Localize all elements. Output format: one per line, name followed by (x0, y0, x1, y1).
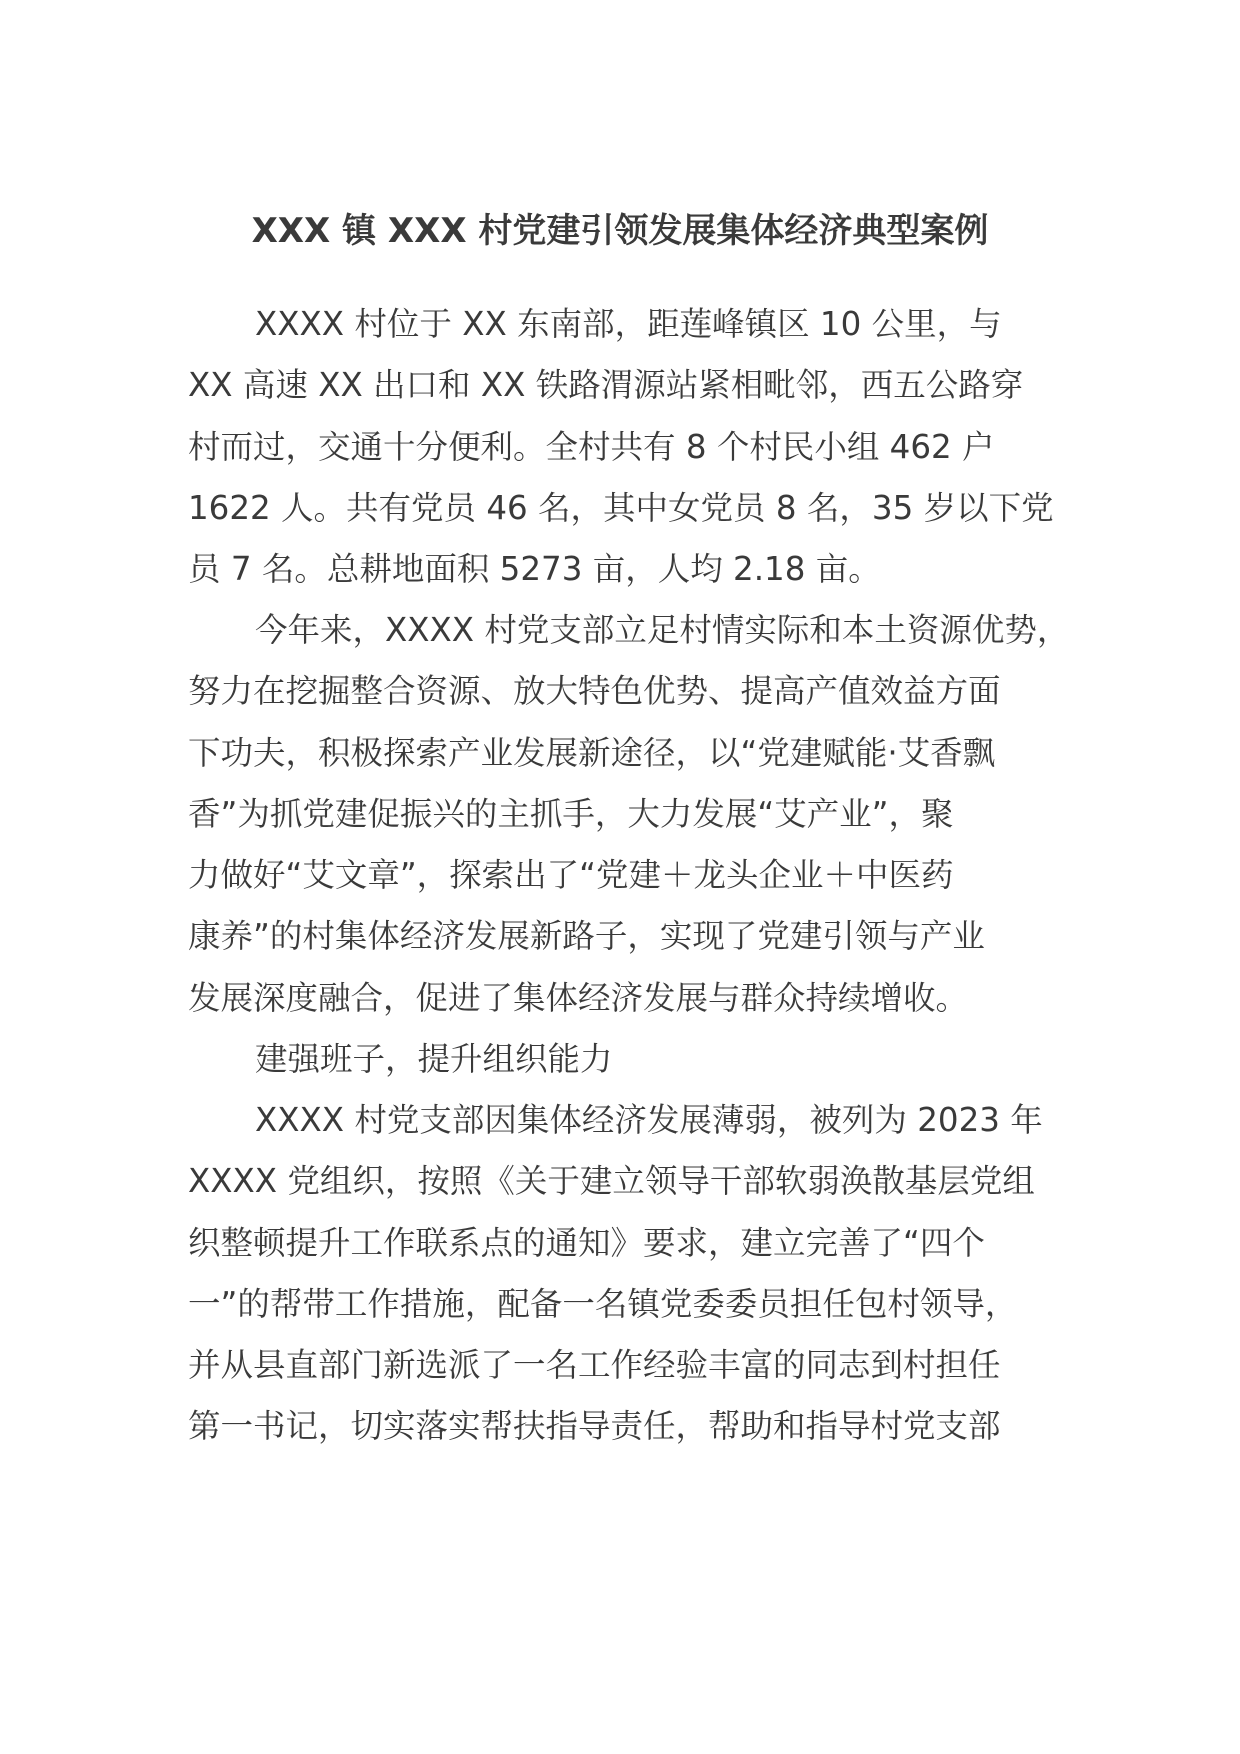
paragraph-1-line-4: 1622 人。共有党员 46 名，其中女党员 8 名，35 岁以下党 (188, 489, 1054, 527)
paragraph-1-line-5: 员 7 名。总耕地面积 5273 亩，人均 2.18 亩。 (188, 550, 881, 588)
paragraph-1-line-2: XX 高速 XX 出口和 XX 铁路渭源站紧相毗邻，西五公路穿 (188, 366, 1024, 404)
paragraph-2-line-4: 香”为抓党建促振兴的主抓手，大力发展“艾产业”，聚 (188, 795, 954, 833)
section-heading: 建强班子，提升组织能力 (255, 1040, 613, 1078)
paragraph-2-line-6: 康养”的村集体经济发展新路子，实现了党建引领与产业 (188, 917, 985, 955)
paragraph-1-line-1: XXXX 村位于 XX 东南部，距莲峰镇区 10 公里，与 (255, 305, 1002, 343)
paragraph-3-line-4: 一”的帮带工作措施，配备一名镇党委委员担任包村领导， (188, 1285, 1018, 1323)
paragraph-3-line-3: 织整顿提升工作联系点的通知》要求，建立完善了“四个 (188, 1224, 985, 1262)
paragraph-3-line-5: 并从县直部门新选派了一名工作经验丰富的同志到村担任 (188, 1346, 1001, 1384)
paragraph-3-line-1: XXXX 村党支部因集体经济发展薄弱，被列为 2023 年 (255, 1101, 1043, 1139)
paragraph-2-line-2: 努力在挖掘整合资源、放大特色优势、提高产值效益方面 (188, 672, 1001, 710)
document-title: XXX 镇 XXX 村党建引领发展集体经济典型案例 (251, 211, 989, 251)
paragraph-2-line-5: 力做好“艾文章”，探索出了“党建＋龙头企业＋中医药 (188, 856, 954, 894)
paragraph-2-line-7: 发展深度融合，促进了集体经济发展与群众持续增收。 (188, 979, 969, 1017)
paragraph-2-line-1: 今年来，XXXX 村党支部立足村情实际和本土资源优势， (255, 611, 1070, 649)
paragraph-2-line-3: 下功夫，积极探索产业发展新途径，以“党建赋能·艾香飘 (188, 734, 996, 772)
paragraph-3-line-6: 第一书记，切实落实帮扶指导责任，帮助和指导村党支部 (188, 1407, 1001, 1445)
paragraph-3-line-2: XXXX 党组织，按照《关于建立领导干部软弱涣散基层党组 (188, 1162, 1035, 1200)
paragraph-1-line-3: 村而过，交通十分便利。全村共有 8 个村民小组 462 户 (188, 428, 995, 466)
